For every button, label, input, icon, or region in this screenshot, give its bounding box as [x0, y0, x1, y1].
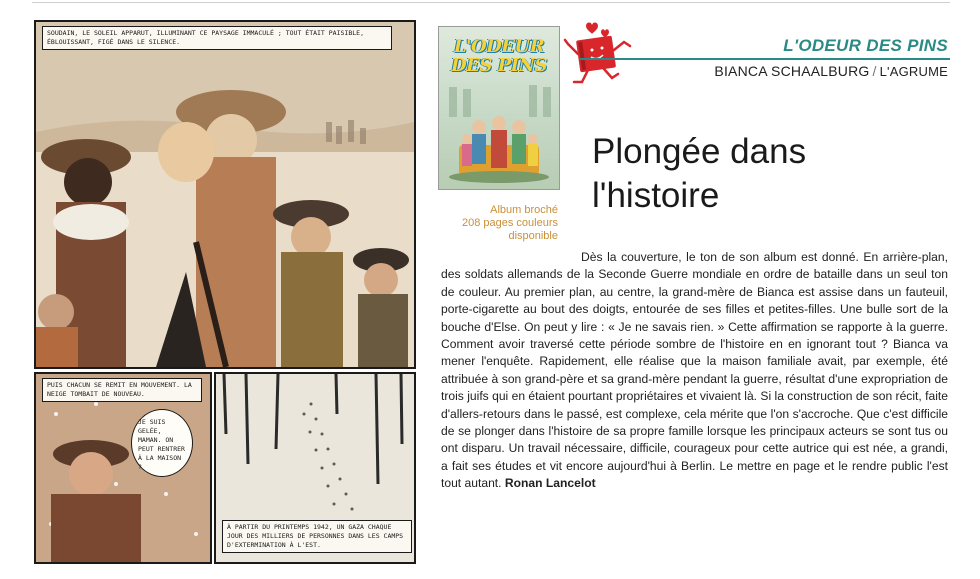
comic-page-illustration [34, 20, 416, 562]
book-availability: disponible [508, 230, 558, 242]
book-info [438, 204, 558, 243]
walking-snow-drawing [36, 374, 210, 562]
book-pages: 208 pages couleurs [461, 217, 558, 229]
header-rule [580, 58, 950, 60]
top-divider [32, 2, 950, 3]
comic-panel-family-in-snow [34, 20, 416, 369]
headline-line2: l'histoire [592, 176, 720, 215]
cover-artwork [439, 27, 559, 189]
panel2-speech-bubble: JE SUIS GELÉE, MAMAN. ON PEUT RENTRER À LA MAISON ? [131, 409, 193, 477]
author-name: BIANCA SCHAALBURG [714, 63, 870, 79]
comic-panel-forest-tracks [214, 372, 416, 564]
panel1-caption: SOUDAIN, LE SOLEIL APPARUT, ILLUMINANT CE PAYSAGE IMMACULÉ ; TOUT ÉTAIT PAISIBLE, ÉBLOUISSANT, FIGÉ DANS LE SILENCE. [42, 26, 392, 50]
article-body [441, 249, 948, 493]
book-title-heading: L'ODEUR DES PINS [783, 36, 948, 55]
panel2-caption: PUIS CHACUN SE REMIT EN MOUVEMENT. LA NEIGE TOMBAIT DE NOUVEAU. [42, 378, 202, 402]
cover-title-line1: L'ODEUR [453, 36, 545, 57]
headline-line1: Plongée dans [592, 132, 807, 171]
panel3-caption: À PARTIR DU PRINTEMPS 1942, UN GAZA CHAQUE JOUR DES MILLIERS DE PERSONNES DANS LES CAMPS D'EXTERMINATION À L'EST. [222, 520, 412, 553]
book-cover [438, 26, 560, 190]
family-snow-drawing [36, 22, 414, 367]
author-publisher-separator: / [872, 63, 877, 79]
book-mascot-icon [560, 20, 636, 90]
article-signature: Ronan Lancelot [504, 476, 596, 491]
publisher-name: L'AGRUME [879, 64, 948, 79]
comic-panel-walking-in-snow [34, 372, 212, 564]
article-body-text: Dès la couverture, le ton de son album est donné. En arrière-plan, des soldats allemands de la Seconde Guerre mondiale en ordre de bataille dans un seul ton de couleur. Au premier plan, au centre, la grand-mère de Bianca est assise dans un fauteuil, porte-cigarette au bout des doigts, entourée de ses filles et petites-filles. Une bulle sort de la bouche d'Else. On peut y lire : « Je ne savais rien. » Cette affirmation se rapporte à la guerre. Comment avoir traversé cette période sombre de l'histoire en en ignorant tout ? Bianca va mener l'enquête. Rapidement, elle réalise que la maison familiale avait, par exemple, été attribuée à son grand-père et sa grand-mère pendant la guerre, résultat d'une expropriation de trois juifs qui en étaient pourtant propriétaires et vivaient là. Si la construction de son récit, faite d'allers-retours dans le passé, est complexe, cela mérite que l'on s'accroche. Que c'est difficile de se plonger dans l'histoire de sa propre famille lorsque les principaux acteurs se sont tus ou ont disparu. Un travail nécessaire, difficile, courageux pour cette autrice qui est née, a grandi, a fait ses études et vit encore aujourd'hui à Berlin. Le mettre en page et le rendre public l'est tout autant. [441, 250, 948, 491]
author-publisher-line [640, 63, 948, 79]
article-headline [592, 130, 932, 218]
cover-title-line2: DES PINS [450, 55, 547, 76]
book-format: Album broché [490, 204, 558, 216]
